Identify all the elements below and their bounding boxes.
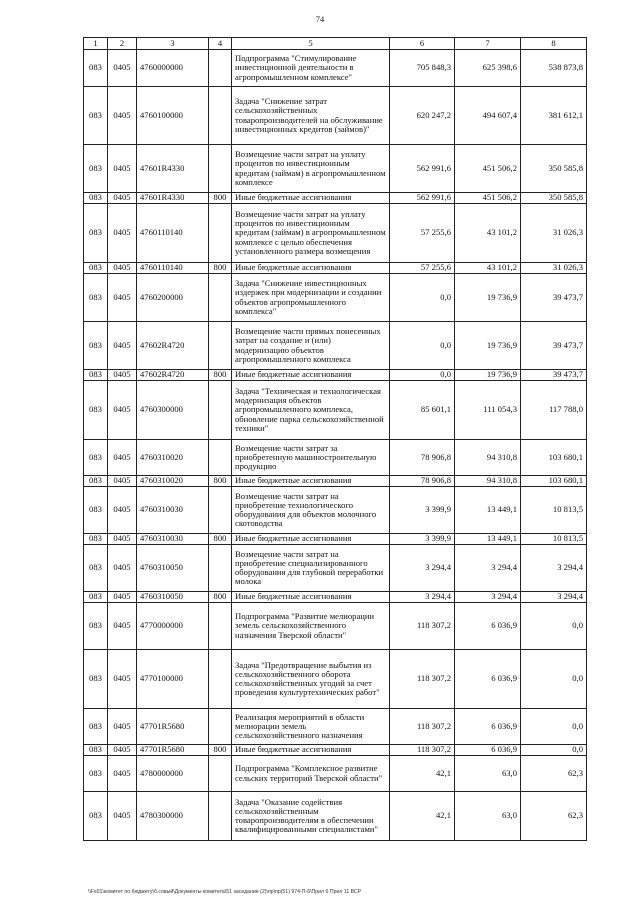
amount-col6-cell: 3 294,4: [390, 545, 455, 592]
amount-col7-cell: 63,0: [455, 792, 521, 841]
target-article-cell: 47701R5680: [137, 745, 209, 756]
expense-type-cell: [209, 487, 232, 534]
table-row: [84, 476, 587, 487]
table-row: [84, 381, 587, 440]
description-cell: Возмещение части прямых понесенных затрат на создание и (или) модернизацию объектов агропромышленного комплекса: [232, 322, 390, 370]
amount-col7-cell: 6 036,9: [455, 603, 521, 650]
expense-type-cell: [209, 440, 232, 476]
target-article-cell: 47701R5680: [137, 709, 209, 745]
amount-col7-cell: 19 736,9: [455, 322, 521, 370]
admin-code-cell: 083: [84, 709, 108, 745]
description-cell: Подпрограмма "Развитие мелиорации земель сельскохозяйственного назначения Тверской области": [232, 603, 390, 650]
amount-col7-cell: 494 607,4: [455, 87, 521, 145]
section-code-cell: 0405: [108, 274, 137, 322]
admin-code-cell: 083: [84, 756, 108, 792]
expense-type-cell: [209, 756, 232, 792]
amount-col7-cell: 3 294,4: [455, 545, 521, 592]
admin-code-cell: 083: [84, 487, 108, 534]
amount-col7-cell: 6 036,9: [455, 650, 521, 709]
amount-col7-cell: 19 736,9: [455, 370, 521, 381]
expense-type-cell: [209, 322, 232, 370]
amount-col7-cell: 13 449,1: [455, 487, 521, 534]
section-code-cell: 0405: [108, 487, 137, 534]
table-row: [84, 204, 587, 263]
amount-col8-cell: 39 473,7: [521, 322, 587, 370]
admin-code-cell: 083: [84, 592, 108, 603]
table-row: [84, 193, 587, 204]
table-row: [84, 650, 587, 709]
admin-code-cell: 083: [84, 145, 108, 193]
column-number-header: 3: [137, 38, 209, 50]
target-article-cell: 47601R4330: [137, 193, 209, 204]
admin-code-cell: 083: [84, 263, 108, 274]
table-row: [84, 545, 587, 592]
section-code-cell: 0405: [108, 745, 137, 756]
amount-col8-cell: 103 680,1: [521, 476, 587, 487]
expense-type-cell: 800: [209, 193, 232, 204]
admin-code-cell: 083: [84, 650, 108, 709]
column-number-header: 4: [209, 38, 232, 50]
page-number: 74: [315, 14, 325, 24]
target-article-cell: 47601R4330: [137, 145, 209, 193]
amount-col8-cell: 0,0: [521, 650, 587, 709]
amount-col6-cell: 562 991,6: [390, 145, 455, 193]
section-code-cell: 0405: [108, 381, 137, 440]
expense-type-cell: [209, 650, 232, 709]
target-article-cell: 4770100000: [137, 650, 209, 709]
description-cell: Задача "Снижение затрат сельскохозяйственных товаропроизводителей на обслуживание инвестиционных кредитов (займов)": [232, 87, 390, 145]
expense-type-cell: [209, 603, 232, 650]
description-cell: Возмещение части затрат на приобретение технологического оборудования для объектов молочного скотоводства: [232, 487, 390, 534]
section-code-cell: 0405: [108, 792, 137, 841]
amount-col7-cell: 3 294,4: [455, 592, 521, 603]
document-file-path: \\Fs01\комитет по бюджету\б.совый\Документы комитета\51 заседание (2)\пр\пр(51) 974-П-6\Прил 6 Прил 11 ВСР: [88, 889, 362, 895]
description-cell: Иные бюджетные ассигнования: [232, 534, 390, 545]
table-row: [84, 50, 587, 87]
description-cell: Возмещение части затрат на приобретение специализированного оборудования для глубокой переработки молока: [232, 545, 390, 592]
amount-col8-cell: 31 026,3: [521, 263, 587, 274]
target-article-cell: 4760100000: [137, 87, 209, 145]
section-code-cell: 0405: [108, 193, 137, 204]
section-code-cell: 0405: [108, 322, 137, 370]
amount-col8-cell: 31 026,3: [521, 204, 587, 263]
amount-col8-cell: 0,0: [521, 709, 587, 745]
target-article-cell: 47602R4720: [137, 370, 209, 381]
target-article-cell: 4760200000: [137, 274, 209, 322]
target-article-cell: 4760310020: [137, 440, 209, 476]
section-code-cell: 0405: [108, 370, 137, 381]
description-cell: Иные бюджетные ассигнования: [232, 193, 390, 204]
amount-col7-cell: 451 506,2: [455, 145, 521, 193]
table-row: [84, 756, 587, 792]
section-code-cell: 0405: [108, 534, 137, 545]
description-cell: Иные бюджетные ассигнования: [232, 592, 390, 603]
expense-type-cell: [209, 545, 232, 592]
description-cell: Подпрограмма "Стимулирование инвестиционной деятельности в агропромышленном комплексе": [232, 50, 390, 87]
table-row: [84, 534, 587, 545]
section-code-cell: 0405: [108, 87, 137, 145]
section-code-cell: 0405: [108, 709, 137, 745]
amount-col8-cell: 39 473,7: [521, 370, 587, 381]
amount-col8-cell: 350 585,8: [521, 145, 587, 193]
column-number-header: 6: [390, 38, 455, 50]
amount-col6-cell: 42,1: [390, 756, 455, 792]
column-number-row: [84, 38, 587, 50]
amount-col8-cell: 10 813,5: [521, 534, 587, 545]
description-cell: Задача "Предотвращение выбытия из сельскохозяйственного оборота сельскохозяйственных угодий за счет проведения культуртехнических работ": [232, 650, 390, 709]
target-article-cell: 4760000000: [137, 50, 209, 87]
section-code-cell: 0405: [108, 756, 137, 792]
target-article-cell: 4760310050: [137, 545, 209, 592]
amount-col6-cell: 118 307,2: [390, 603, 455, 650]
table-row: [84, 792, 587, 841]
amount-col7-cell: 6 036,9: [455, 709, 521, 745]
amount-col7-cell: 6 036,9: [455, 745, 521, 756]
description-cell: Возмещение части затрат на уплату процентов по инвестиционным кредитам (займам) в агропромышленном комплексе с целью обеспечения установленного размера возмещения: [232, 204, 390, 263]
amount-col7-cell: 451 506,2: [455, 193, 521, 204]
target-article-cell: 4760310030: [137, 487, 209, 534]
table-row: [84, 87, 587, 145]
amount-col8-cell: 117 788,0: [521, 381, 587, 440]
amount-col6-cell: 118 307,2: [390, 709, 455, 745]
amount-col6-cell: 3 294,4: [390, 592, 455, 603]
section-code-cell: 0405: [108, 50, 137, 87]
description-cell: Возмещение части затрат за приобретенную машиностроительную продукцию: [232, 440, 390, 476]
amount-col7-cell: 111 054,3: [455, 381, 521, 440]
admin-code-cell: 083: [84, 745, 108, 756]
target-article-cell: 4770000000: [137, 603, 209, 650]
amount-col6-cell: 0,0: [390, 274, 455, 322]
amount-col7-cell: 625 398,6: [455, 50, 521, 87]
section-code-cell: 0405: [108, 650, 137, 709]
section-code-cell: 0405: [108, 263, 137, 274]
column-number-header: 2: [108, 38, 137, 50]
admin-code-cell: 083: [84, 193, 108, 204]
admin-code-cell: 083: [84, 381, 108, 440]
expense-type-cell: 800: [209, 745, 232, 756]
admin-code-cell: 083: [84, 322, 108, 370]
table-row: [84, 370, 587, 381]
amount-col6-cell: 0,0: [390, 322, 455, 370]
amount-col6-cell: 118 307,2: [390, 650, 455, 709]
amount-col7-cell: 63,0: [455, 756, 521, 792]
admin-code-cell: 083: [84, 534, 108, 545]
amount-col8-cell: 350 585,8: [521, 193, 587, 204]
description-cell: Иные бюджетные ассигнования: [232, 745, 390, 756]
section-code-cell: 0405: [108, 476, 137, 487]
amount-col6-cell: 42,1: [390, 792, 455, 841]
table-row: [84, 487, 587, 534]
description-cell: Задача "Техническая и технологическая модернизация объектов агропромышленного комплекса, обновление парка сельскохозяйственной техники": [232, 381, 390, 440]
amount-col8-cell: 0,0: [521, 745, 587, 756]
admin-code-cell: 083: [84, 792, 108, 841]
expense-type-cell: [209, 204, 232, 263]
expense-type-cell: [209, 274, 232, 322]
amount-col6-cell: 3 399,9: [390, 487, 455, 534]
admin-code-cell: 083: [84, 603, 108, 650]
table-row: [84, 263, 587, 274]
expense-type-cell: 800: [209, 592, 232, 603]
amount-col6-cell: 118 307,2: [390, 745, 455, 756]
target-article-cell: 47602R4720: [137, 322, 209, 370]
description-cell: Возмещение части затрат на уплату процентов по инвестиционным кредитам (займам) в агропромышленном комплексе: [232, 145, 390, 193]
amount-col8-cell: 103 680,1: [521, 440, 587, 476]
column-number-header: 5: [232, 38, 390, 50]
section-code-cell: 0405: [108, 603, 137, 650]
amount-col8-cell: 3 294,4: [521, 545, 587, 592]
target-article-cell: 4760310020: [137, 476, 209, 487]
section-code-cell: 0405: [108, 592, 137, 603]
amount-col8-cell: 538 873,8: [521, 50, 587, 87]
section-code-cell: 0405: [108, 204, 137, 263]
amount-col8-cell: 62,3: [521, 792, 587, 841]
target-article-cell: 4780000000: [137, 756, 209, 792]
target-article-cell: 4760110140: [137, 204, 209, 263]
amount-col8-cell: 62,3: [521, 756, 587, 792]
target-article-cell: 4760300000: [137, 381, 209, 440]
admin-code-cell: 083: [84, 545, 108, 592]
amount-col6-cell: 620 247,2: [390, 87, 455, 145]
amount-col7-cell: 43 101,2: [455, 263, 521, 274]
target-article-cell: 4760110140: [137, 263, 209, 274]
amount-col7-cell: 94 310,8: [455, 440, 521, 476]
expense-type-cell: [209, 87, 232, 145]
table-row: [84, 745, 587, 756]
admin-code-cell: 083: [84, 476, 108, 487]
amount-col8-cell: 39 473,7: [521, 274, 587, 322]
admin-code-cell: 083: [84, 50, 108, 87]
admin-code-cell: 083: [84, 87, 108, 145]
expense-type-cell: [209, 792, 232, 841]
admin-code-cell: 083: [84, 204, 108, 263]
description-cell: Подпрограмма "Комплексное развитие сельских территорий Тверской области": [232, 756, 390, 792]
description-cell: Реализация мероприятий в области мелиорации земель сельскохозяйственного назначения: [232, 709, 390, 745]
amount-col7-cell: 19 736,9: [455, 274, 521, 322]
amount-col8-cell: 381 612,1: [521, 87, 587, 145]
description-cell: Иные бюджетные ассигнования: [232, 263, 390, 274]
section-code-cell: 0405: [108, 145, 137, 193]
budget-allocation-table: [83, 37, 587, 841]
section-code-cell: 0405: [108, 545, 137, 592]
description-cell: Иные бюджетные ассигнования: [232, 370, 390, 381]
amount-col6-cell: 562 991,6: [390, 193, 455, 204]
column-number-header: 1: [84, 38, 108, 50]
amount-col6-cell: 78 906,8: [390, 440, 455, 476]
description-cell: Иные бюджетные ассигнования: [232, 476, 390, 487]
expense-type-cell: [209, 381, 232, 440]
amount-col8-cell: 10 813,5: [521, 487, 587, 534]
amount-col6-cell: 0,0: [390, 370, 455, 381]
column-number-header: 8: [521, 38, 587, 50]
description-cell: Задача "Снижение инвестиционных издержек при модернизации и создании объектов агропромышленного комплекса": [232, 274, 390, 322]
expense-type-cell: 800: [209, 263, 232, 274]
table-row: [84, 592, 587, 603]
amount-col7-cell: 43 101,2: [455, 204, 521, 263]
target-article-cell: 4780300000: [137, 792, 209, 841]
amount-col6-cell: 3 399,9: [390, 534, 455, 545]
amount-col8-cell: 3 294,4: [521, 592, 587, 603]
table-row: [84, 709, 587, 745]
expense-type-cell: [209, 709, 232, 745]
expense-type-cell: 800: [209, 534, 232, 545]
target-article-cell: 4760310030: [137, 534, 209, 545]
target-article-cell: 4760310050: [137, 592, 209, 603]
description-cell: Задача "Оказание содействия сельскохозяйственным товаропроизводителям в обеспечении квалифицированными специалистами": [232, 792, 390, 841]
amount-col6-cell: 78 906,8: [390, 476, 455, 487]
admin-code-cell: 083: [84, 440, 108, 476]
table-row: [84, 274, 587, 322]
table-row: [84, 603, 587, 650]
expense-type-cell: 800: [209, 476, 232, 487]
column-number-header: 7: [455, 38, 521, 50]
expense-type-cell: [209, 50, 232, 87]
amount-col6-cell: 57 255,6: [390, 204, 455, 263]
table-body: [84, 50, 587, 841]
table-row: [84, 440, 587, 476]
expense-type-cell: [209, 145, 232, 193]
admin-code-cell: 083: [84, 274, 108, 322]
amount-col7-cell: 94 310,8: [455, 476, 521, 487]
amount-col6-cell: 705 848,3: [390, 50, 455, 87]
amount-col6-cell: 57 255,6: [390, 263, 455, 274]
amount-col7-cell: 13 449,1: [455, 534, 521, 545]
table-row: [84, 145, 587, 193]
amount-col8-cell: 0,0: [521, 603, 587, 650]
amount-col6-cell: 85 601,1: [390, 381, 455, 440]
expense-type-cell: 800: [209, 370, 232, 381]
section-code-cell: 0405: [108, 440, 137, 476]
admin-code-cell: 083: [84, 370, 108, 381]
table-row: [84, 322, 587, 370]
